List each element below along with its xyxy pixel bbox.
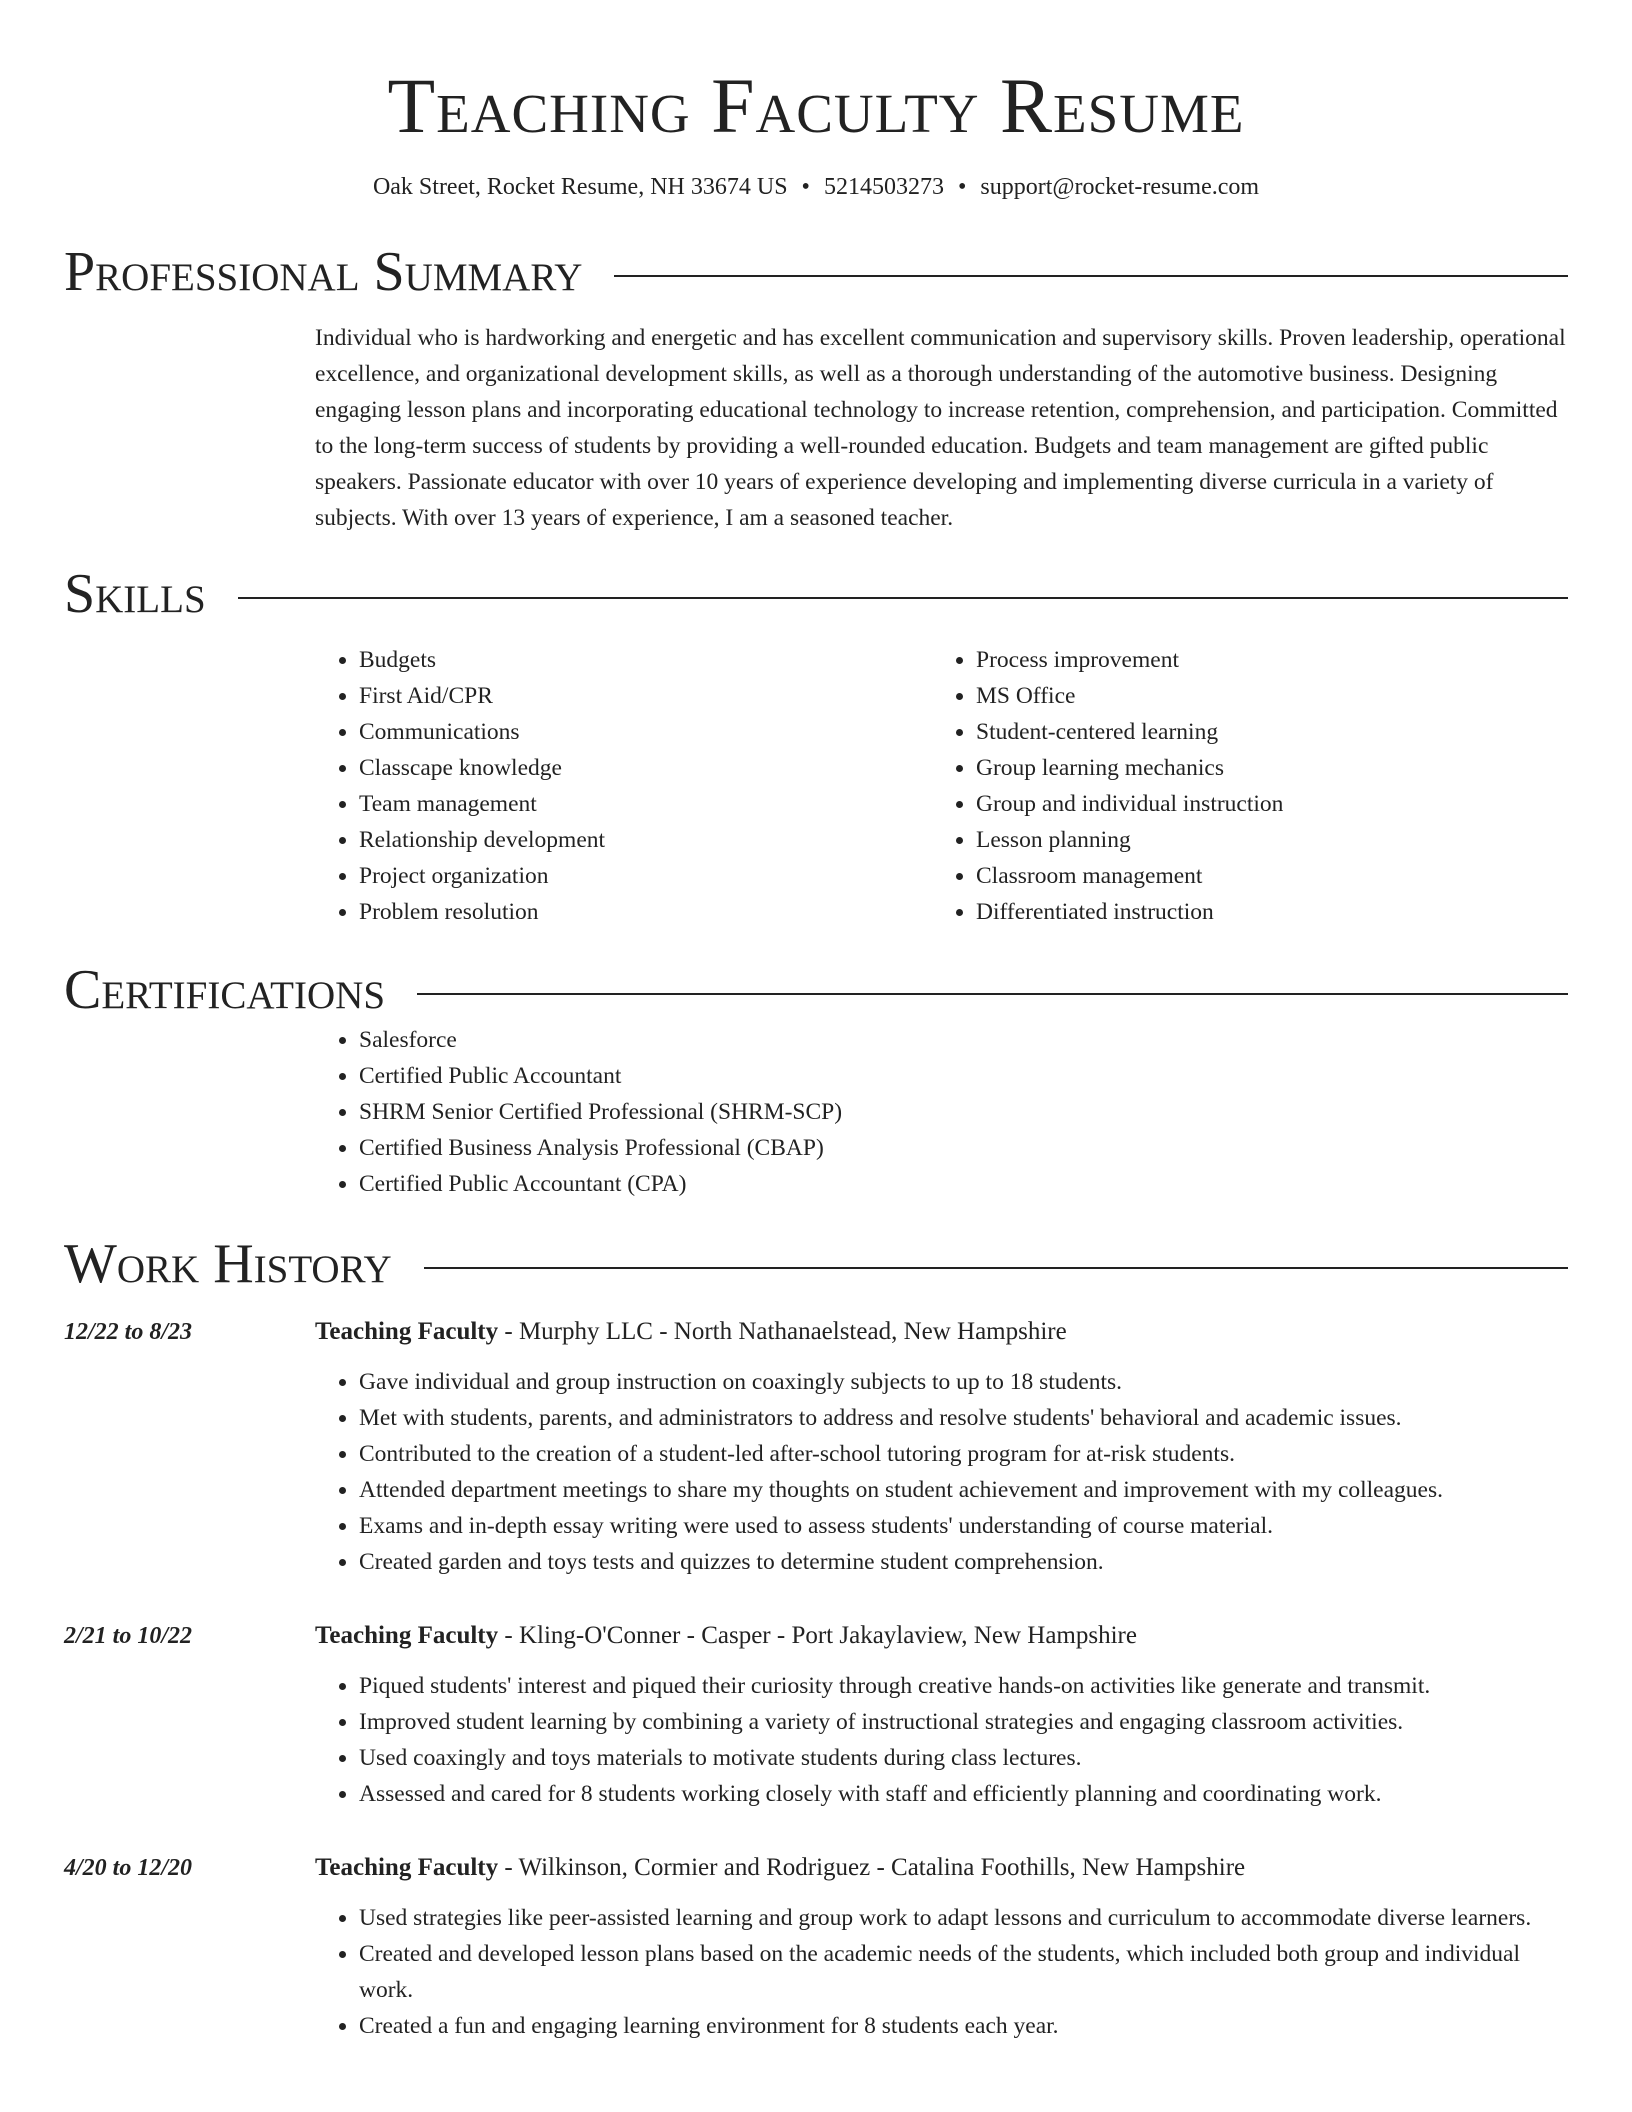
- resume-title: Teaching Faculty Resume: [387, 62, 1245, 149]
- list-item: • Met with students, parents, and administrators to address and resolve students' behavioral and academic issues.: [359, 1400, 1568, 1436]
- list-item: • Budgets: [359, 642, 932, 678]
- job-employer-location: - Kling-O'Conner - Casper - Port Jakaylaview, New Hampshire: [498, 1622, 1137, 1649]
- list-item: • Classroom management: [976, 858, 1549, 894]
- list-item: • Exams and in-depth essay writing were used to assess students' understanding of course material.: [359, 1508, 1568, 1544]
- list-item: • Used coaxingly and toys materials to motivate students during class lectures.: [359, 1740, 1568, 1776]
- list-item: • Group learning mechanics: [976, 750, 1549, 786]
- list-item: • Certified Public Accountant (CPA): [359, 1166, 1568, 1202]
- list-item: • MS Office: [976, 678, 1549, 714]
- skills-column-right: [932, 642, 1549, 930]
- list-item: • Created and developed lesson plans based on the academic needs of the students, which included both group and individual work.: [359, 1936, 1568, 2008]
- list-item: • Piqued students' interest and piqued their curiosity through creative hands-on activities like generate and transmit.: [359, 1668, 1568, 1704]
- resume-page: [64, 0, 1568, 2044]
- certifications-list: [315, 1022, 1568, 1202]
- list-item: • Salesforce: [359, 1022, 1568, 1058]
- contact-line: [64, 172, 1568, 202]
- skills-grid: [315, 642, 1568, 930]
- work-history-section: [64, 1314, 1568, 2044]
- list-item: • Student-centered learning: [976, 714, 1549, 750]
- job-dates: 12/22 to 8/23: [64, 1319, 193, 1345]
- job-employer-location: - Wilkinson, Cormier and Rodriguez - Catalina Foothills, New Hampshire: [498, 1854, 1246, 1881]
- section-divider: [238, 597, 1568, 599]
- skills-list-right: [932, 642, 1549, 930]
- list-item: • Certified Public Accountant: [359, 1058, 1568, 1094]
- list-item: • SHRM Senior Certified Professional (SHRM-SCP): [359, 1094, 1568, 1130]
- section-title-summary: Professional Summary: [64, 241, 583, 303]
- list-item: • Problem resolution: [359, 894, 932, 930]
- job-title: Teaching Faculty: [315, 1854, 499, 1881]
- section-title-certifications: Certifications: [64, 959, 386, 1021]
- list-item: • Assessed and cared for 8 students working closely with staff and efficiently planning and coordinating work.: [359, 1776, 1568, 1812]
- list-item: • Certified Business Analysis Professional (CBAP): [359, 1130, 1568, 1166]
- job-title: Teaching Faculty: [315, 1622, 499, 1649]
- certifications-section: [315, 1022, 1568, 1202]
- job-entry: [64, 1850, 1568, 2044]
- job-heading: [315, 1618, 1568, 1654]
- list-item: • Differentiated instruction: [976, 894, 1549, 930]
- job-heading: [315, 1850, 1568, 1886]
- summary-section: [315, 320, 1568, 536]
- contact-phone: 5214503273: [823, 174, 944, 200]
- section-header-summary: [64, 240, 1568, 304]
- job-entry: [64, 1314, 1568, 1580]
- list-item: • Process improvement: [976, 642, 1549, 678]
- list-item: • Gave individual and group instruction on coaxingly subjects to up to 18 students.: [359, 1364, 1568, 1400]
- job-title: Teaching Faculty: [315, 1318, 499, 1345]
- job-details: [315, 1618, 1568, 1812]
- list-item: • Project organization: [359, 858, 932, 894]
- job-bullets: [315, 1900, 1568, 2044]
- job-details: [315, 1314, 1568, 1580]
- job-bullets: [315, 1668, 1568, 1812]
- section-divider: [614, 275, 1568, 277]
- list-item: • Attended department meetings to share my thoughts on student achievement and improvement with my colleagues.: [359, 1472, 1568, 1508]
- job-entry: [64, 1618, 1568, 1812]
- job-bullets: [315, 1364, 1568, 1580]
- list-item: • Created garden and toys tests and quizzes to determine student comprehension.: [359, 1544, 1568, 1580]
- section-title-skills: Skills: [64, 563, 206, 625]
- summary-text: Individual who is hardworking and energetic and has excellent communication and supervisory skills. Proven leadership, operational excellence, and organizational development skills, as well as a thorough understanding of the automotive business. Designing engaging lesson plans and incorporating educational technology to increase retention, comprehension, and participation. Committed to the long-term success of students by providing a well-rounded education. Budgets and team management are gifted public speakers. Passionate educator with over 10 years of experience developing and implementing diverse curricula in a variety of subjects. With over 13 years of experience, I am a seasoned teacher.: [315, 325, 1566, 531]
- list-item: • Team management: [359, 786, 932, 822]
- list-item: • Group and individual instruction: [976, 786, 1549, 822]
- job-dates: 4/20 to 12/20: [64, 1855, 193, 1881]
- skills-list-left: [315, 642, 932, 930]
- job-dates: 2/21 to 10/22: [64, 1623, 193, 1649]
- list-item: • Created a fun and engaging learning environment for 8 students each year.: [359, 2008, 1568, 2044]
- contact-email: support@rocket-resume.com: [980, 174, 1260, 200]
- list-item: • Lesson planning: [976, 822, 1549, 858]
- job-heading: [315, 1314, 1568, 1350]
- list-item: • Contributed to the creation of a student-led after-school tutoring program for at-risk students.: [359, 1436, 1568, 1472]
- section-header-certifications: [64, 958, 1568, 1022]
- section-divider: [424, 1267, 1568, 1269]
- contact-address: Oak Street, Rocket Resume, NH 33674 US: [372, 174, 788, 200]
- section-divider: [417, 993, 1568, 995]
- section-title-work-history: Work History: [64, 1233, 392, 1295]
- list-item: • Communications: [359, 714, 932, 750]
- list-item: • Improved student learning by combining a variety of instructional strategies and engaging classroom activities.: [359, 1704, 1568, 1740]
- section-header-work-history: [64, 1232, 1568, 1296]
- list-item: • First Aid/CPR: [359, 678, 932, 714]
- list-item: • Relationship development: [359, 822, 932, 858]
- contact-separator: •: [957, 174, 967, 200]
- skills-column-left: [315, 642, 932, 930]
- contact-separator: •: [801, 174, 810, 200]
- job-details: [315, 1850, 1568, 2044]
- list-item: • Classcape knowledge: [359, 750, 932, 786]
- section-header-skills: [64, 562, 1568, 626]
- job-employer-location: - Murphy LLC - North Nathanaelstead, New Hampshire: [498, 1318, 1067, 1345]
- list-item: • Used strategies like peer-assisted learning and group work to adapt lessons and curriculum to accommodate diverse learners.: [359, 1900, 1568, 1936]
- skills-section: [315, 642, 1568, 930]
